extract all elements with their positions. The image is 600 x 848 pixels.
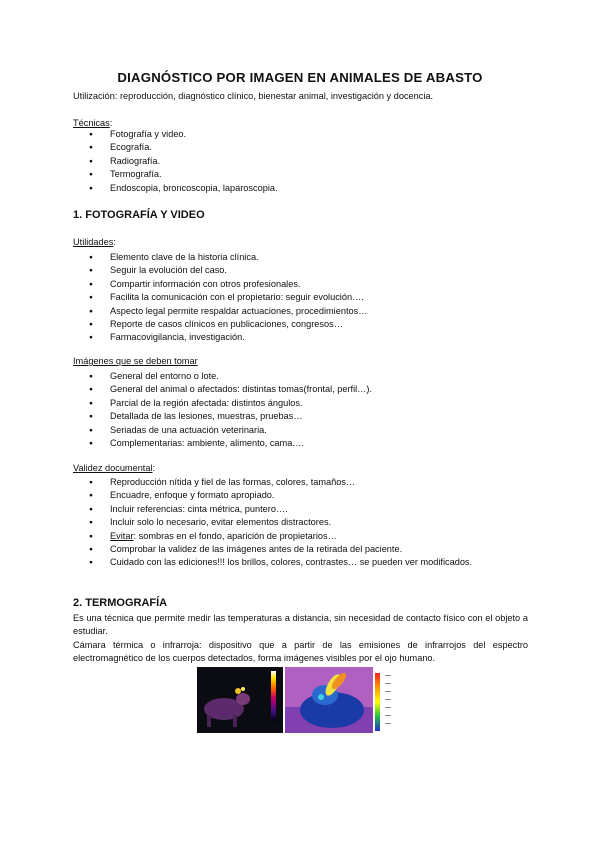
list-item: ● General del animal o afectados: distintas tomas(frontal, perfil…).	[73, 383, 372, 396]
list-item: ● Complementarias: ambiente, alimento, cama….	[73, 437, 372, 450]
images-heading	[73, 356, 198, 366]
techniques-heading: Técnicas:	[73, 118, 113, 128]
list-item: ● Facilita la comunicación con el propietario: seguir evolución….	[73, 291, 367, 304]
validity-heading: Validez documental:	[73, 463, 156, 473]
list-item: ● Aspecto legal permite respaldar actuaciones, procedimientos…	[73, 305, 367, 318]
avoid-label: Evitar	[110, 530, 134, 541]
techniques-list	[73, 128, 278, 195]
thermography-definition: Es una técnica que permite medir las temperaturas a distancia, sin necesidad de contacto físico con el objeto a estudiar.	[73, 613, 528, 637]
list-item: ● Incluir referencias: cinta métrica, puntero….	[73, 503, 472, 516]
utilities-heading: Utilidades:	[73, 237, 116, 247]
section-1-heading: 1. FOTOGRAFÍA Y VIDEO	[73, 209, 205, 221]
list-item: ● Reproducción nítida y fiel de las formas, colores, tamaños…	[73, 476, 472, 489]
images-list	[73, 370, 372, 450]
utilities-list	[73, 251, 367, 345]
list-item: ● Fotografía y video.	[73, 128, 278, 141]
section-2-heading: 2. TERMOGRAFÍA	[73, 597, 168, 609]
list-item: ● Encuadre, enfoque y formato apropiado.	[73, 489, 472, 502]
list-item: ● Seriadas de una actuación veterinaria.	[73, 424, 372, 437]
thermal-image-rabbit	[285, 667, 400, 733]
document-title: DIAGNÓSTICO POR IMAGEN EN ANIMALES DE ABASTO	[117, 70, 483, 85]
thermal-image-cow	[197, 667, 283, 733]
list-item: ● Ecografía.	[73, 141, 278, 154]
list-item: ● Seguir la evolución del caso.	[73, 264, 367, 277]
list-item: ● Cuidado con las ediciones!!! los brillos, colores, contrastes… se pueden ver modificados.	[73, 556, 472, 569]
list-item: ● Termografía.	[73, 168, 278, 181]
list-item: ● Farmacovigilancia, investigación.	[73, 331, 367, 344]
techniques-heading-label: Técnicas	[73, 118, 110, 128]
list-item: ● Compartir información con otros profesionales.	[73, 278, 367, 291]
images-heading-label: Imágenes que se deben tomar	[73, 356, 198, 366]
utilities-heading-label: Utilidades	[73, 237, 114, 247]
validity-list	[73, 476, 472, 570]
list-item: ● Comprobar la validez de las imágenes antes de la retirada del paciente.	[73, 543, 472, 556]
list-item: ● General del entorno o lote.	[73, 370, 372, 383]
list-item: ● Detallada de las lesiones, muestras, pruebas…	[73, 410, 372, 423]
list-item: ● Incluir solo lo necesario, evitar elementos distractores.	[73, 516, 472, 529]
validity-heading-label: Validez documental	[73, 463, 153, 473]
list-item: ● Radiografía.	[73, 155, 278, 168]
list-item: ● Parcial de la región afectada: distintos ángulos.	[73, 397, 372, 410]
intro-text: Utilización: reproducción, diagnóstico clínico, bienestar animal, investigación y docencia.	[73, 91, 434, 101]
list-item: ● Elemento clave de la historia clínica.	[73, 251, 367, 264]
thermal-camera-definition: Cámara térmica o infrarroja: dispositivo que a partir de las emisiones de infrarrojos del espectro electromagnético de los cuerpos detectados, forma imágenes visibles por el ojo humano.	[73, 640, 528, 664]
list-item: ● Evitar: sombras en el fondo, aparición de propietarios…	[73, 530, 472, 543]
list-item: ● Reporte de casos clínicos en publicaciones, congresos…	[73, 318, 367, 331]
avoid-text: sombras en el fondo, aparición de propietarios…	[138, 530, 337, 541]
list-item: ● Endoscopia, broncoscopia, laparoscopia.	[73, 182, 278, 195]
